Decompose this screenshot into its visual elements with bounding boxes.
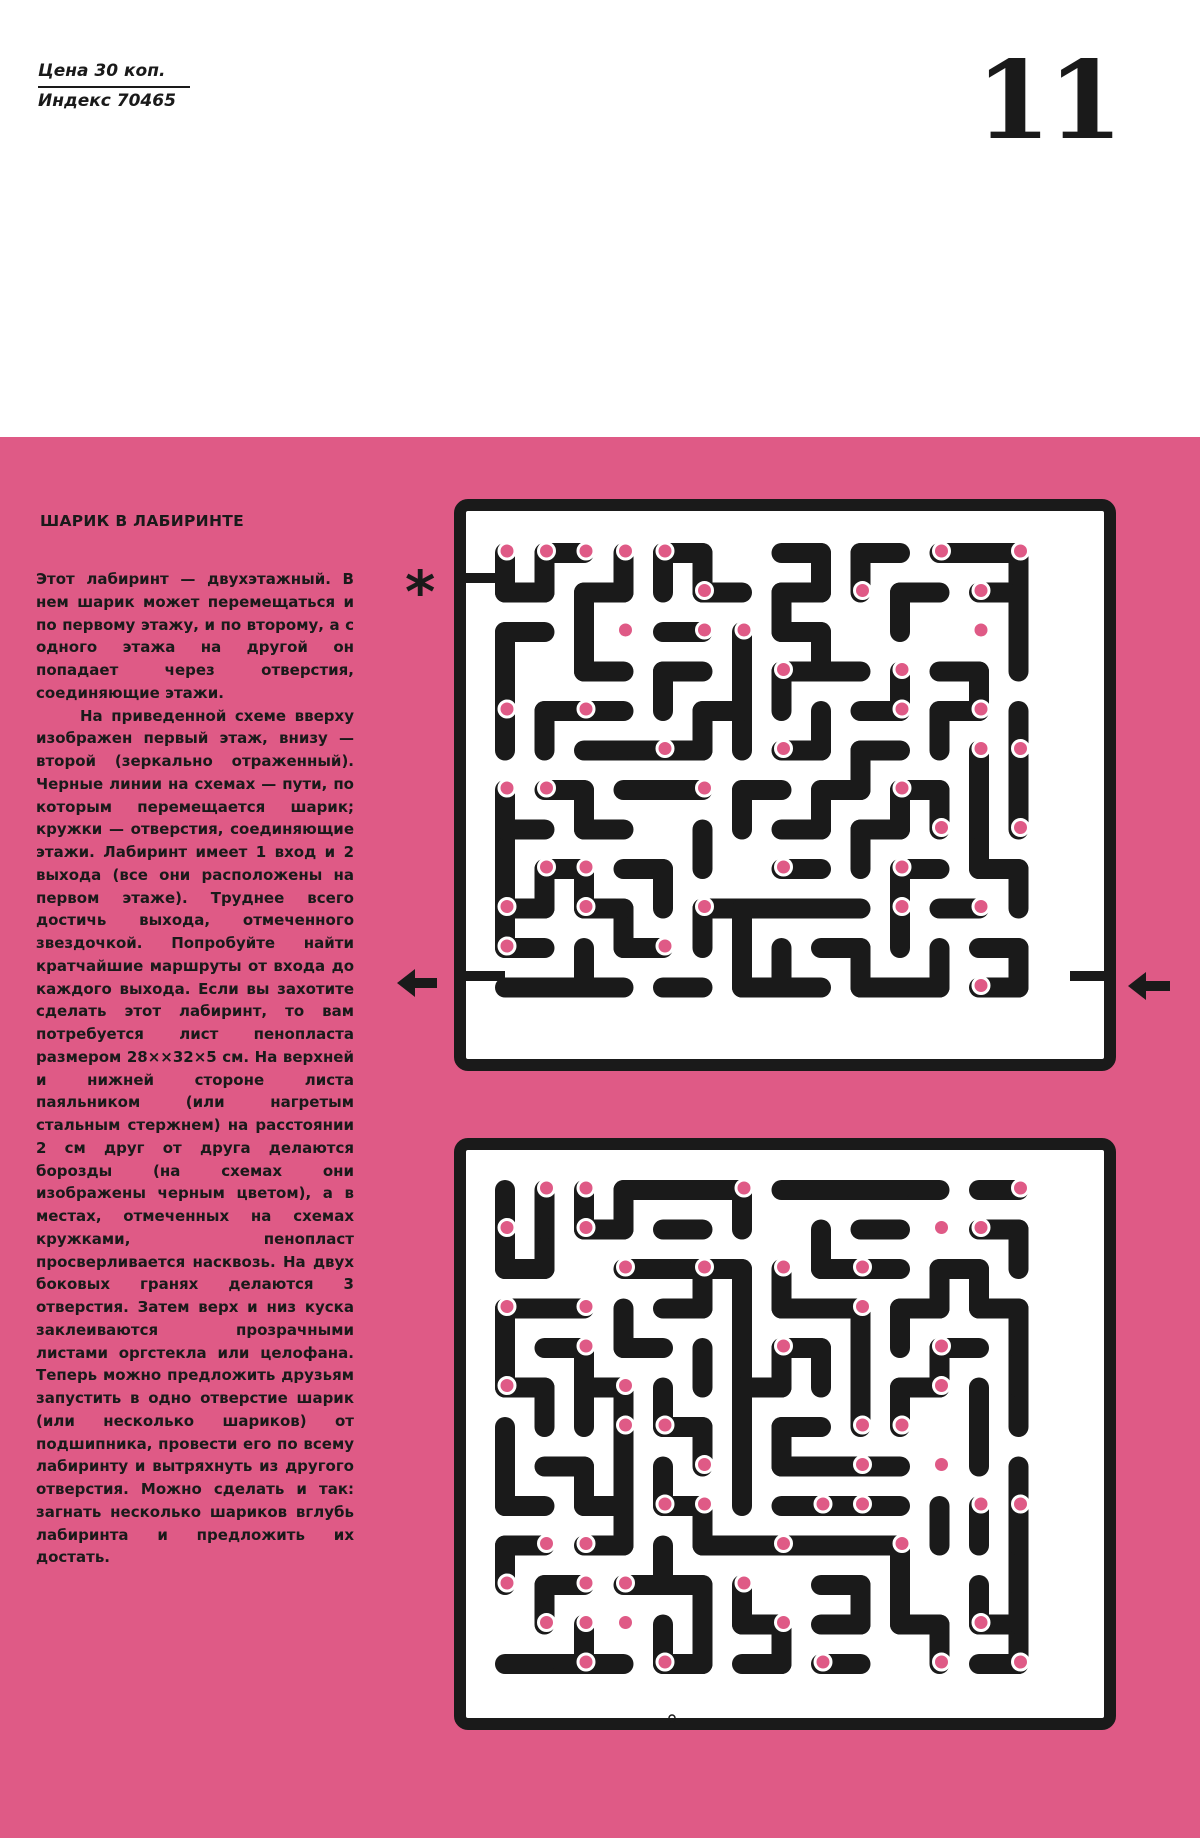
- maze-top-hole: [697, 583, 713, 599]
- maze-top-hole: [499, 701, 515, 717]
- maze-top-hole: [855, 583, 871, 599]
- left-arrow-icon: [1128, 972, 1170, 1000]
- maze-bottom-hole: [934, 1338, 950, 1354]
- maze-bottom-hole: [578, 1615, 594, 1631]
- maze-bottom-hole: [1013, 1496, 1029, 1512]
- maze-bottom-hole: [657, 1417, 673, 1433]
- maze-bottom-hole: [855, 1417, 871, 1433]
- maze-bottom-hole: [934, 1220, 950, 1236]
- maze-bottom-hole: [815, 1496, 831, 1512]
- price-label: Цена 30 коп.: [38, 58, 190, 88]
- maze-top-hole: [578, 899, 594, 915]
- maze-bottom-hole: [697, 1259, 713, 1275]
- article-paragraph-2: На приведенной схеме вверху изображен первый этаж, внизу — второй (зеркально отраженный). Черные линии на схемах — пути, по которым перемещается шарик; кружки — отверстия, соединяющие этажи. Лабиринт имеет 1 вход и 2 выхода (все они расположены на первом этаже). Труднее всего достичь выхода, отмеченного звездочкой. Попробуйте найти кратчайшие маршруты от входа до каждого выхода. Если вы захотите сделать этот лабиринт, то вам потребуется лист пенопласта размером 28××32×5 см. На верхней и нижней стороне листа паяльником (или нагретым стальным стержнем) на расстоянии 2 см друг от друга делаются борозды (на схемах они изображены черным цветом), а в местах, отмеченных на схемах кружками, пенопласт просверливается насквозь. На двух боковых гранях делаются 3 отверстия. Затем верх и низ куска заклеиваются прозрачными листами оргстекла или целофана. Теперь можно предложить друзьям запустить в одно отверстие шарик (или несколько шариков) от подшипника, провести его по всему лабиринту и вытряхнуть из другого отверстия. Можно сделать и так: загнать несколько шариков вглубь лабиринта и предложить их достать.: [36, 706, 354, 1567]
- maze-bottom-hole: [618, 1378, 634, 1394]
- maze-bottom-hole: [776, 1338, 792, 1354]
- maze-bottom-hole: [697, 1457, 713, 1473]
- issue-number: 11: [975, 38, 1120, 164]
- maze-bottom-hole: [618, 1417, 634, 1433]
- maze-bottom-hole: [776, 1259, 792, 1275]
- maze-bottom-hole: [934, 1378, 950, 1394]
- maze-bottom-hole: [776, 1615, 792, 1631]
- maze-top-hole: [499, 780, 515, 796]
- maze-top-hole: [894, 780, 910, 796]
- maze-top-hole: [1013, 741, 1029, 757]
- maze-bottom-hole: [736, 1180, 752, 1196]
- maze-top-hole: [1013, 820, 1029, 836]
- maze-top-hole: [499, 899, 515, 915]
- maze-bottom-hole: [618, 1259, 634, 1275]
- maze-top-hole: [973, 899, 989, 915]
- maze-top-hole: [539, 859, 555, 875]
- maze-top-hole: [894, 899, 910, 915]
- maze-top-hole: [973, 583, 989, 599]
- maze-bottom-hole: [894, 1417, 910, 1433]
- maze-top-hole: [934, 820, 950, 836]
- maze-top-hole: [499, 543, 515, 559]
- maze-bottom-hole: [618, 1615, 634, 1631]
- maze-bottom-hole: [578, 1338, 594, 1354]
- maze-top-hole: [973, 701, 989, 717]
- maze-top-hole: [894, 859, 910, 875]
- maze-bottom-hole: [736, 1575, 752, 1591]
- maze-top-hole: [894, 701, 910, 717]
- maze-top-hole: [934, 543, 950, 559]
- article-title: ШАРИК В ЛАБИРИНТЕ: [40, 512, 244, 530]
- maze-bottom-hole: [499, 1575, 515, 1591]
- maze-bottom-hole: [499, 1220, 515, 1236]
- maze-bottom-hole: [973, 1220, 989, 1236]
- maze-top-hole: [618, 622, 634, 638]
- maze-top-hole: [736, 622, 752, 638]
- maze-bottom-hole: [578, 1575, 594, 1591]
- maze-top-hole: [657, 938, 673, 954]
- maze-top-hole: [697, 899, 713, 915]
- maze-bottom-hole: [855, 1496, 871, 1512]
- maze-top-hole: [894, 662, 910, 678]
- maze-bottom-hole: [776, 1536, 792, 1552]
- maze-bottom-hole: [657, 1654, 673, 1670]
- maze-top-hole: [657, 543, 673, 559]
- maze-bottom-hole: [815, 1654, 831, 1670]
- maze-top-hole: [1013, 543, 1029, 559]
- maze-bottom-hole: [697, 1496, 713, 1512]
- maze-top-hole: [578, 543, 594, 559]
- article-paragraph-1: Этот лабиринт — двухэтажный. В нем шарик может перемещаться и по первому этажу, и по второму, а с одного этажа на другой он попадает через отверстия, соединяющие этажи.: [36, 570, 354, 702]
- maze-top-hole: [697, 622, 713, 638]
- maze-bottom-hole: [578, 1180, 594, 1196]
- maze-top-hole: [539, 780, 555, 796]
- maze-bottom-hole: [855, 1299, 871, 1315]
- maze-bottom-hole: [618, 1575, 634, 1591]
- maze-top-hole: [578, 859, 594, 875]
- maze-bottom-hole: [539, 1536, 555, 1552]
- maze-bottom-hole: [578, 1536, 594, 1552]
- maze-bottom-hole: [657, 1496, 673, 1512]
- index-label: Индекс 70465: [38, 91, 176, 111]
- maze-bottom-hole: [578, 1654, 594, 1670]
- maze-top-hole: [776, 741, 792, 757]
- maze-bottom-hole: [539, 1180, 555, 1196]
- maze-top-hole: [578, 701, 594, 717]
- maze-bottom-hole: [855, 1259, 871, 1275]
- maze-top-hole: [697, 780, 713, 796]
- maze-bottom-hole: [578, 1220, 594, 1236]
- maze-bottom-hole: [1013, 1180, 1029, 1196]
- maze-top-hole: [776, 859, 792, 875]
- maze-bottom-hole: [1013, 1654, 1029, 1670]
- maze-bottom-hole: [894, 1536, 910, 1552]
- maze-bottom-hole: [934, 1654, 950, 1670]
- maze-bottom-hole: [539, 1615, 555, 1631]
- maze-top-hole: [973, 978, 989, 994]
- maze-bottom-hole: [855, 1457, 871, 1473]
- maze-bottom-hole: [973, 1496, 989, 1512]
- maze-top-hole: [776, 662, 792, 678]
- maze-bottom-hole: [934, 1457, 950, 1473]
- maze-top-hole: [539, 543, 555, 559]
- maze-top-hole: [618, 543, 634, 559]
- maze-top-hole: [973, 741, 989, 757]
- maze-top-hole: [499, 938, 515, 954]
- maze-top-hole: [657, 741, 673, 757]
- maze-bottom-hole: [578, 1299, 594, 1315]
- maze-bottom-hole: [973, 1615, 989, 1631]
- maze-top-hole: [973, 622, 989, 638]
- maze-bottom-hole: [499, 1378, 515, 1394]
- maze-bottom-hole: [499, 1299, 515, 1315]
- asterisk-icon: *: [405, 558, 436, 626]
- left-arrow-icon: [397, 969, 437, 997]
